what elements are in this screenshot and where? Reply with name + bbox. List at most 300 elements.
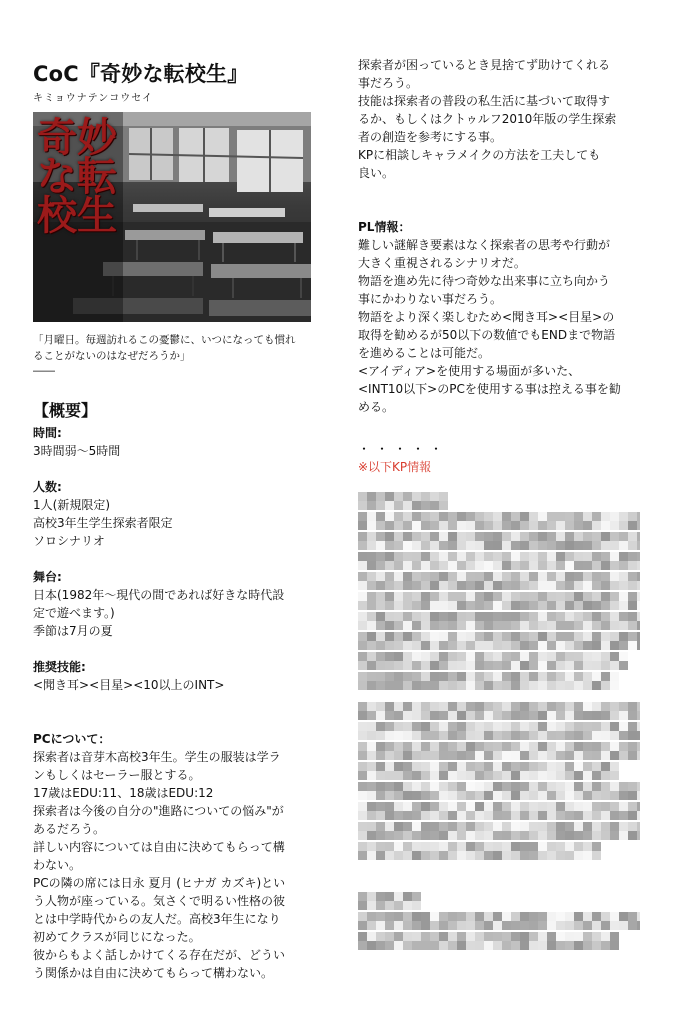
mosaic-cell <box>592 601 601 610</box>
mosaic-cell <box>520 742 529 751</box>
mosaic-cell <box>565 621 574 630</box>
mosaic-cell <box>394 581 403 590</box>
mosaic-cell <box>628 572 637 581</box>
stage-label: 舞台: <box>33 570 62 584</box>
mosaic-cell <box>637 601 640 610</box>
mosaic-cell <box>403 791 412 800</box>
mosaic-cell <box>538 572 547 581</box>
mosaic-cell <box>358 521 367 530</box>
mosaic-cell <box>637 581 640 590</box>
mosaic-cell <box>466 661 475 670</box>
mosaic-cell <box>448 512 457 521</box>
mosaic-cell <box>466 921 475 930</box>
mosaic-cell <box>394 601 403 610</box>
mosaic-cell <box>385 811 394 820</box>
mosaic-cell <box>556 632 565 641</box>
mosaic-cell <box>439 672 448 681</box>
mosaic-cell <box>493 842 502 851</box>
mosaic-cell <box>358 822 367 831</box>
mosaic-cell <box>430 661 439 670</box>
mosaic-cell <box>574 552 583 561</box>
mosaic-cell <box>547 711 556 720</box>
mosaic-cell <box>610 572 619 581</box>
mosaic-cell <box>421 711 430 720</box>
mosaic-cell <box>565 572 574 581</box>
mosaic-cell <box>367 811 376 820</box>
mosaic-cell <box>511 601 520 610</box>
mosaic-cell <box>385 581 394 590</box>
mosaic-cell <box>466 592 475 601</box>
mosaic-cell <box>430 492 439 501</box>
mosaic-cell <box>529 541 538 550</box>
mosaic-cell <box>529 921 538 930</box>
mosaic-cell <box>466 802 475 811</box>
mosaic-cell <box>511 512 520 521</box>
mosaic-cell <box>484 842 493 851</box>
mosaic-cell <box>628 621 637 630</box>
mosaic-cell <box>583 742 592 751</box>
mosaic-cell <box>484 731 493 740</box>
mosaic-cell <box>358 782 367 791</box>
mosaic-cell <box>637 811 640 820</box>
mosaic-cell <box>439 811 448 820</box>
mosaic-cell <box>421 652 430 661</box>
mosaic-cell <box>385 681 394 690</box>
mosaic-cell <box>538 782 547 791</box>
mosaic-cell <box>601 512 610 521</box>
mosaic-cell <box>601 632 610 641</box>
mosaic-cell <box>538 601 547 610</box>
mosaic-cell <box>430 632 439 641</box>
mosaic-cell <box>421 581 430 590</box>
intro-section <box>358 56 640 182</box>
mosaic-cell <box>556 601 565 610</box>
mosaic-cell <box>583 711 592 720</box>
mosaic-cell <box>367 561 376 570</box>
mosaic-cell <box>394 652 403 661</box>
mosaic-cell <box>430 621 439 630</box>
mosaic-cell <box>439 601 448 610</box>
mosaic-cell <box>412 652 421 661</box>
mosaic-cell <box>529 572 538 581</box>
mosaic-cell <box>538 652 547 661</box>
mosaic-cell <box>547 932 556 941</box>
mosaic-cell <box>565 941 574 950</box>
mosaic-cell <box>493 831 502 840</box>
mosaic-cell <box>583 521 592 530</box>
mosaic-cell <box>385 661 394 670</box>
mosaic-cell <box>628 512 637 521</box>
mosaic-cell <box>448 561 457 570</box>
mosaic-cell <box>547 782 556 791</box>
mosaic-cell <box>475 731 484 740</box>
mosaic-cell <box>619 661 628 670</box>
mosaic-cell <box>484 722 493 731</box>
mosaic-cell <box>502 791 511 800</box>
players-line: 1人(新規限定) <box>33 498 110 512</box>
mosaic-cell <box>556 512 565 521</box>
pl-info-line: を進めることは可能だ。 <box>358 346 491 360</box>
mosaic-cell <box>574 532 583 541</box>
mosaic-cell <box>376 592 385 601</box>
mosaic-cell <box>610 802 619 811</box>
mosaic-cell <box>376 561 385 570</box>
mosaic-cell <box>484 572 493 581</box>
mosaic-cell <box>358 572 367 581</box>
mosaic-cell <box>394 572 403 581</box>
mosaic-cell <box>412 541 421 550</box>
mosaic-cell <box>475 561 484 570</box>
mosaic-cell <box>610 751 619 760</box>
mosaic-cell <box>439 552 448 561</box>
mosaic-cell <box>385 561 394 570</box>
mosaic-cell <box>511 941 520 950</box>
mosaic-cell <box>412 731 421 740</box>
mosaic-cell <box>457 681 466 690</box>
mosaic-cell <box>412 532 421 541</box>
mosaic-cell <box>385 632 394 641</box>
mosaic-cell <box>439 912 448 921</box>
mosaic-cell <box>511 592 520 601</box>
mosaic-cell <box>430 672 439 681</box>
mosaic-cell <box>493 681 502 690</box>
mosaic-cell <box>637 632 640 641</box>
mosaic-cell <box>529 581 538 590</box>
mosaic-cell <box>538 941 547 950</box>
mosaic-cell <box>457 652 466 661</box>
mosaic-cell <box>430 581 439 590</box>
mosaic-cell <box>367 711 376 720</box>
mosaic-cell <box>538 521 547 530</box>
mosaic-cell <box>619 552 628 561</box>
mosaic-cell <box>430 811 439 820</box>
mosaic-cell <box>448 791 457 800</box>
mosaic-cell <box>556 612 565 621</box>
mosaic-cell <box>574 661 583 670</box>
mosaic-cell <box>430 842 439 851</box>
mosaic-cell <box>430 561 439 570</box>
mosaic-cell <box>376 711 385 720</box>
mosaic-cell <box>592 652 601 661</box>
mosaic-cell <box>457 802 466 811</box>
mosaic-cell <box>448 851 457 860</box>
mosaic-cell <box>439 771 448 780</box>
mosaic-cell <box>574 932 583 941</box>
mosaic-cell <box>448 612 457 621</box>
time-section <box>33 424 323 460</box>
mosaic-cell <box>376 541 385 550</box>
mosaic-cell <box>457 601 466 610</box>
mosaic-cell <box>412 811 421 820</box>
mosaic-cell <box>619 521 628 530</box>
mosaic-cell <box>592 621 601 630</box>
mosaic-cell <box>475 751 484 760</box>
mosaic-cell <box>592 831 601 840</box>
mosaic-cell <box>628 632 637 641</box>
mosaic-cell <box>628 601 637 610</box>
mosaic-cell <box>637 791 640 800</box>
mosaic-cell <box>457 641 466 650</box>
mosaic-cell <box>628 722 637 731</box>
mosaic-cell <box>394 831 403 840</box>
mosaic-cell <box>529 612 538 621</box>
mosaic-cell <box>385 892 394 901</box>
mosaic-cell <box>619 601 628 610</box>
mosaic-cell <box>637 521 640 530</box>
mosaic-cell <box>367 572 376 581</box>
mosaic-cell <box>610 932 619 941</box>
mosaic-cell <box>475 581 484 590</box>
mosaic-cell <box>538 802 547 811</box>
mosaic-cell <box>556 751 565 760</box>
mosaic-cell <box>547 521 556 530</box>
mosaic-cell <box>394 751 403 760</box>
mosaic-cell <box>529 751 538 760</box>
mosaic-cell <box>601 831 610 840</box>
mosaic-cell <box>547 652 556 661</box>
mosaic-cell <box>511 661 520 670</box>
mosaic-cell <box>367 791 376 800</box>
mosaic-cell <box>367 742 376 751</box>
mosaic-cell <box>475 672 484 681</box>
mosaic-cell <box>466 512 475 521</box>
mosaic-cell <box>547 681 556 690</box>
mosaic-cell <box>565 842 574 851</box>
mosaic-cell <box>565 541 574 550</box>
mosaic-cell <box>520 802 529 811</box>
mosaic-cell <box>466 561 475 570</box>
mosaic-cell <box>412 932 421 941</box>
mosaic-cell <box>520 532 529 541</box>
mosaic-cell <box>376 742 385 751</box>
mosaic-cell <box>556 621 565 630</box>
mosaic-cell <box>430 541 439 550</box>
mosaic-cell <box>439 621 448 630</box>
mosaic-cell <box>493 521 502 530</box>
mosaic-cell <box>439 501 448 510</box>
mosaic-cell <box>547 592 556 601</box>
mosaic-cell <box>547 661 556 670</box>
mosaic-cell <box>556 851 565 860</box>
mosaic-cell <box>430 681 439 690</box>
mosaic-cell <box>484 851 493 860</box>
mosaic-cell <box>412 892 421 901</box>
mosaic-cell <box>493 672 502 681</box>
mosaic-cell <box>484 791 493 800</box>
mosaic-cell <box>412 751 421 760</box>
intro-line: KPに相談しキャラメイクの方法を工夫しても <box>358 148 601 162</box>
mosaic-cell <box>448 811 457 820</box>
mosaic-cell <box>430 771 439 780</box>
cover-image <box>33 112 311 322</box>
mosaic-cell <box>619 612 628 621</box>
mosaic-cell <box>403 672 412 681</box>
mosaic-cell <box>466 702 475 711</box>
separator-dots: ・・・・・ <box>358 442 449 456</box>
mosaic-cell <box>520 592 529 601</box>
mosaic-cell <box>601 711 610 720</box>
mosaic-cell <box>610 621 619 630</box>
mosaic-cell <box>520 762 529 771</box>
mosaic-cell <box>412 802 421 811</box>
mosaic-cell <box>457 831 466 840</box>
mosaic-cell <box>637 532 640 541</box>
mosaic-cell <box>556 932 565 941</box>
mosaic-cell <box>412 722 421 731</box>
mosaic-cell <box>466 842 475 851</box>
mosaic-cell <box>619 831 628 840</box>
mosaic-cell <box>367 762 376 771</box>
mosaic-cell <box>412 702 421 711</box>
mosaic-cell <box>592 592 601 601</box>
mosaic-cell <box>430 641 439 650</box>
mosaic-cell <box>520 751 529 760</box>
mosaic-cell <box>619 751 628 760</box>
mosaic-cell <box>457 751 466 760</box>
mosaic-cell <box>385 641 394 650</box>
mosaic-cell <box>610 652 619 661</box>
skills-section <box>33 658 323 694</box>
mosaic-cell <box>538 561 547 570</box>
stage-section <box>33 568 323 640</box>
mosaic-cell <box>475 621 484 630</box>
mosaic-cell <box>538 811 547 820</box>
mosaic-cell <box>592 661 601 670</box>
mosaic-cell <box>502 581 511 590</box>
mosaic-cell <box>358 592 367 601</box>
mosaic-cell <box>412 842 421 851</box>
mosaic-cell <box>547 842 556 851</box>
mosaic-cell <box>484 592 493 601</box>
mosaic-cell <box>574 581 583 590</box>
mosaic-cell <box>502 762 511 771</box>
mosaic-cell <box>430 652 439 661</box>
mosaic-cell <box>637 512 640 521</box>
mosaic-cell <box>610 831 619 840</box>
mosaic-cell <box>592 641 601 650</box>
mosaic-cell <box>529 802 538 811</box>
mosaic-cell <box>466 632 475 641</box>
players-line: 高校3年生学生探索者限定 <box>33 516 173 530</box>
mosaic-cell <box>367 501 376 510</box>
mosaic-cell <box>556 762 565 771</box>
mosaic-cell <box>385 492 394 501</box>
mosaic-cell <box>592 552 601 561</box>
mosaic-cell <box>547 722 556 731</box>
mosaic-cell <box>358 711 367 720</box>
mosaic-cell <box>502 722 511 731</box>
mosaic-cell <box>376 751 385 760</box>
mosaic-cell <box>484 552 493 561</box>
mosaic-cell <box>637 722 640 731</box>
mosaic-cell <box>520 782 529 791</box>
mosaic-cell <box>439 652 448 661</box>
mosaic-cell <box>565 641 574 650</box>
mosaic-cell <box>583 601 592 610</box>
mosaic-cell <box>574 851 583 860</box>
mosaic-cell <box>556 541 565 550</box>
mosaic-cell <box>457 742 466 751</box>
mosaic-cell <box>466 731 475 740</box>
mosaic-cell <box>367 672 376 681</box>
mosaic-cell <box>466 672 475 681</box>
mosaic-cell <box>520 552 529 561</box>
mosaic-cell <box>421 632 430 641</box>
mosaic-cell <box>592 842 601 851</box>
mosaic-cell <box>358 851 367 860</box>
mosaic-cell <box>430 822 439 831</box>
cover-title-text: 奇妙な転校生 <box>37 114 117 239</box>
mosaic-cell <box>358 552 367 561</box>
mosaic-cell <box>385 941 394 950</box>
mosaic-cell <box>394 901 403 910</box>
mosaic-cell <box>385 652 394 661</box>
mosaic-cell <box>592 771 601 780</box>
mosaic-cell <box>466 552 475 561</box>
mosaic-cell <box>619 791 628 800</box>
mosaic-cell <box>484 802 493 811</box>
mosaic-cell <box>439 802 448 811</box>
mosaic-cell <box>448 572 457 581</box>
mosaic-cell <box>547 552 556 561</box>
mosaic-cell <box>385 762 394 771</box>
mosaic-cell <box>475 802 484 811</box>
mosaic-cell <box>448 722 457 731</box>
mosaic-cell <box>367 641 376 650</box>
mosaic-cell <box>511 842 520 851</box>
mosaic-cell <box>619 742 628 751</box>
mosaic-cell <box>385 932 394 941</box>
mosaic-cell <box>583 762 592 771</box>
mosaic-cell <box>394 702 403 711</box>
mosaic-cell <box>610 672 619 681</box>
mosaic-cell <box>493 711 502 720</box>
mosaic-cell <box>493 742 502 751</box>
mosaic-cell <box>376 702 385 711</box>
mosaic-cell <box>367 932 376 941</box>
mosaic-cell <box>448 661 457 670</box>
mosaic-cell <box>547 612 556 621</box>
mosaic-cell <box>565 581 574 590</box>
mosaic-cell <box>502 831 511 840</box>
players-label: 人数: <box>33 480 62 494</box>
mosaic-cell <box>628 612 637 621</box>
stage-line: 定で遊べます。) <box>33 606 115 620</box>
mosaic-cell <box>583 661 592 670</box>
mosaic-cell <box>637 921 640 930</box>
mosaic-cell <box>421 592 430 601</box>
mosaic-cell <box>529 702 538 711</box>
mosaic-cell <box>385 612 394 621</box>
mosaic-cell <box>358 831 367 840</box>
mosaic-cell <box>376 921 385 930</box>
mosaic-cell <box>412 921 421 930</box>
mosaic-cell <box>421 771 430 780</box>
mosaic-cell <box>601 731 610 740</box>
mosaic-cell <box>448 762 457 771</box>
mosaic-cell <box>520 581 529 590</box>
mosaic-cell <box>601 802 610 811</box>
mosaic-cell <box>484 762 493 771</box>
mosaic-cell <box>376 941 385 950</box>
mosaic-cell <box>358 581 367 590</box>
pl-info-line: <INT10以下>のPCを使用する事は控える事を勧 <box>358 382 621 396</box>
mosaic-cell <box>475 762 484 771</box>
mosaic-cell <box>484 581 493 590</box>
mosaic-cell <box>574 912 583 921</box>
mosaic-cell <box>556 592 565 601</box>
mosaic-cell <box>385 572 394 581</box>
